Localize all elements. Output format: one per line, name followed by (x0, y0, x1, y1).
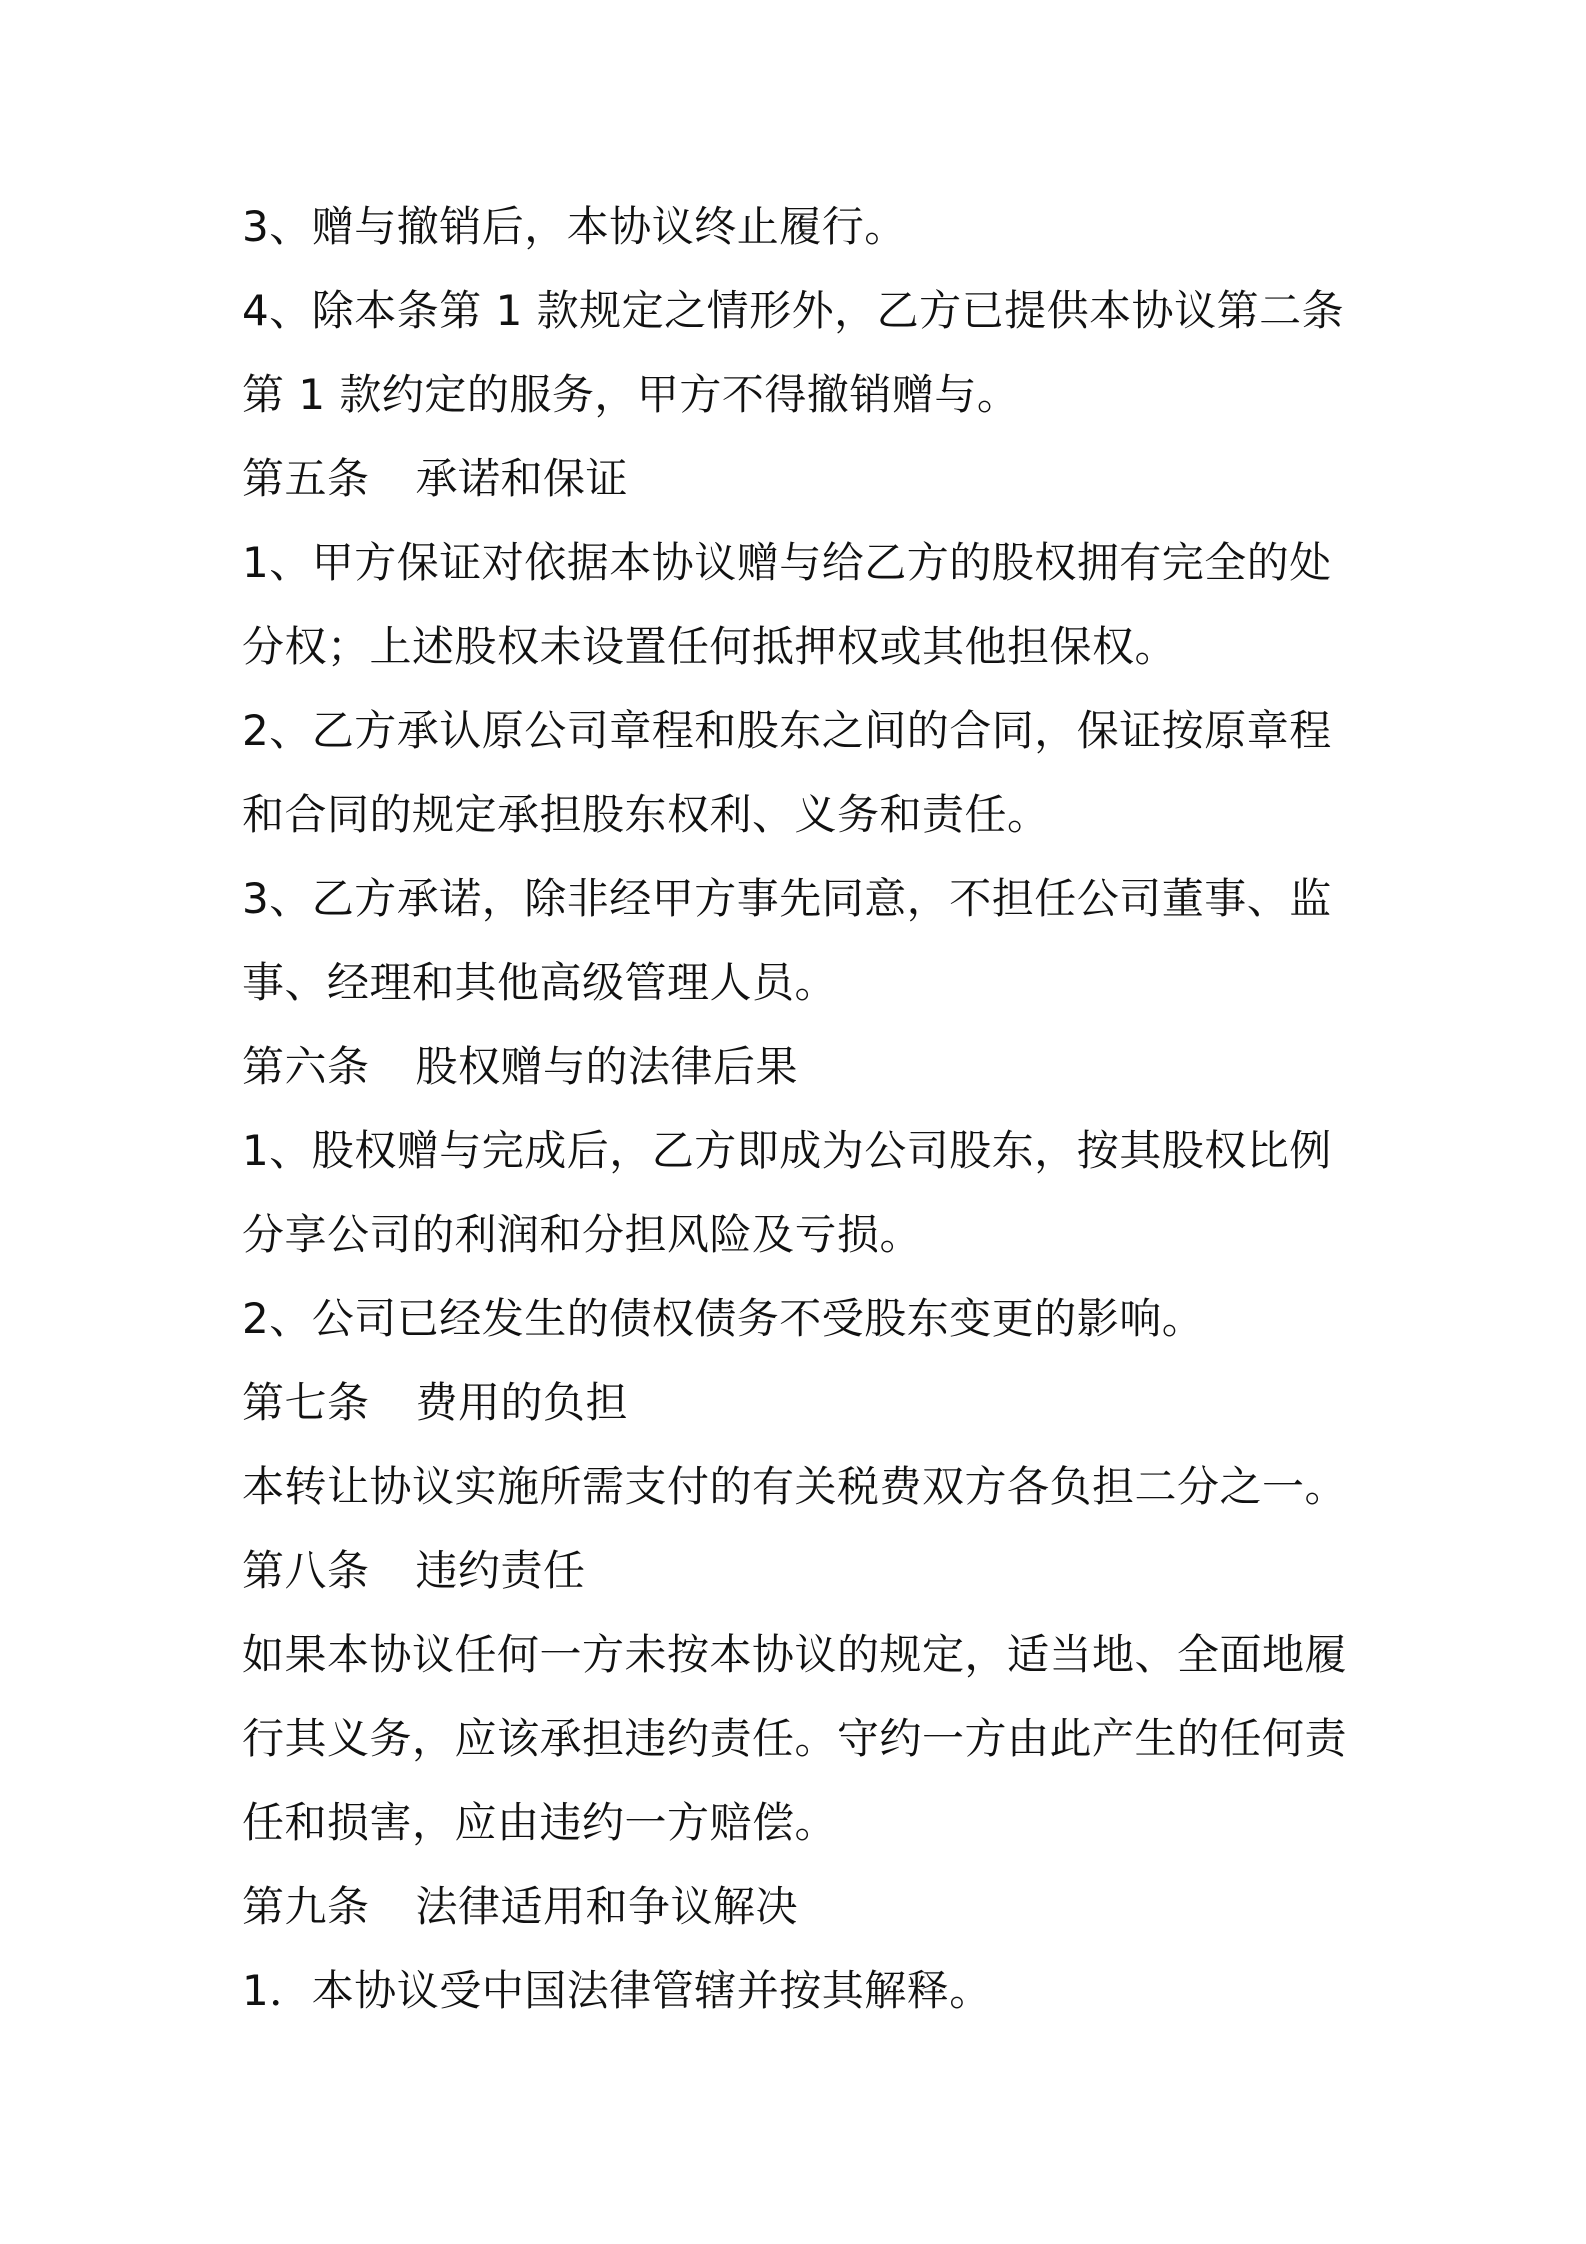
paragraph-line: 2、公司已经发生的债权债务不受股东变更的影响。 (242, 1294, 1205, 1343)
article-number: 第六条 (242, 1042, 370, 1091)
paragraph-line: 行其义务，应该承担违约责任。守约一方由此产生的任何责 (242, 1714, 1348, 1763)
article-title: 法律适用和争议解决 (415, 1882, 799, 1931)
paragraph-line: 1、股权赠与完成后，乙方即成为公司股东，按其股权比例 (242, 1126, 1332, 1175)
article-heading (242, 437, 1362, 521)
paragraph-line: 任和损害，应由违约一方赔偿。 (242, 1798, 838, 1847)
paragraph-line: 第 1 款约定的服务，甲方不得撤销赠与。 (242, 370, 1020, 419)
article-heading (242, 1361, 1362, 1445)
paragraph-line: 2、乙方承认原公司章程和股东之间的合同，保证按原章程 (242, 706, 1332, 755)
paragraph-line: 事、经理和其他高级管理人员。 (242, 958, 838, 1007)
paragraph-line: 1．本协议受中国法律管辖并按其解释。 (242, 1966, 992, 2015)
document-body (242, 185, 1362, 2033)
article-number: 第七条 (242, 1378, 370, 1427)
article-title: 费用的负担 (415, 1378, 629, 1427)
article-heading (242, 1025, 1362, 1109)
paragraph-line: 本转让协议实施所需支付的有关税费双方各负担二分之一。 (242, 1462, 1348, 1511)
paragraph-line: 1、甲方保证对依据本协议赠与给乙方的股权拥有完全的处 (242, 538, 1332, 587)
paragraph-line: 如果本协议任何一方未按本协议的规定，适当地、全面地履 (242, 1630, 1348, 1679)
paragraph-line: 3、乙方承诺，除非经甲方事先同意，不担任公司董事、监 (242, 874, 1332, 923)
article-number: 第五条 (242, 454, 370, 503)
paragraph-line: 4、除本条第 1 款规定之情形外，乙方已提供本协议第二条 (242, 286, 1345, 335)
paragraph-line: 分享公司的利润和分担风险及亏损。 (242, 1210, 923, 1259)
article-heading (242, 1865, 1362, 1949)
article-title: 承诺和保证 (415, 454, 629, 503)
article-title: 股权赠与的法律后果 (415, 1042, 799, 1091)
article-heading (242, 1529, 1362, 1613)
paragraph-line: 分权；上述股权未设置任何抵押权或其他担保权。 (242, 622, 1178, 671)
article-number: 第八条 (242, 1546, 370, 1595)
article-title: 违约责任 (415, 1546, 586, 1595)
article-number: 第九条 (242, 1882, 370, 1931)
paragraph-line: 3、赠与撤销后，本协议终止履行。 (242, 202, 907, 251)
paragraph-line: 和合同的规定承担股东权利、义务和责任。 (242, 790, 1050, 839)
